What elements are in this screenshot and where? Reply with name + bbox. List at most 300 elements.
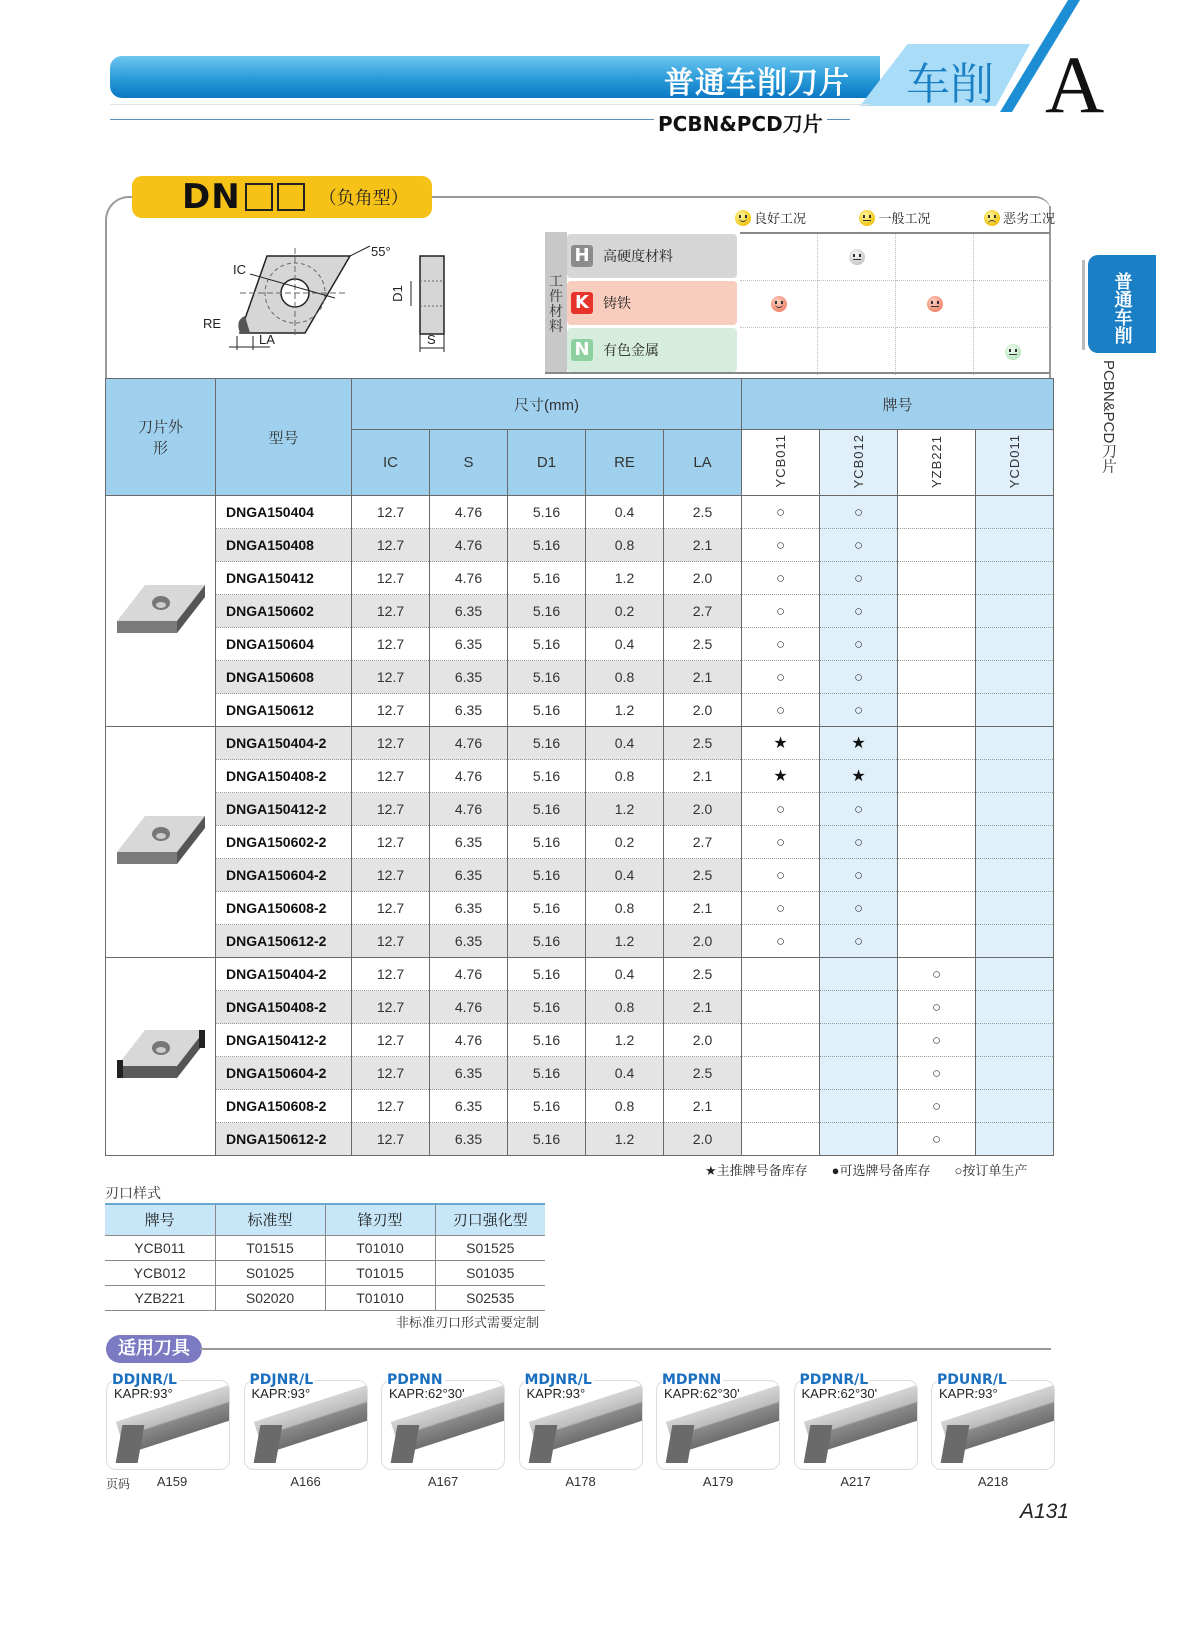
re-cell: 0.8 bbox=[586, 991, 664, 1024]
re-cell: 0.8 bbox=[586, 892, 664, 925]
tool-name: PDJNR/L bbox=[249, 1372, 314, 1388]
grade-availability-cell bbox=[820, 1024, 898, 1057]
table-cell: YCB012 bbox=[105, 1260, 215, 1285]
model-cell: DNGA150608-2 bbox=[216, 892, 352, 925]
grade-availability-cell bbox=[898, 1090, 976, 1123]
grade-availability-cell bbox=[976, 892, 1054, 925]
grade-availability-cell bbox=[820, 562, 898, 595]
grade-availability-cell bbox=[820, 595, 898, 628]
grade-availability-cell bbox=[976, 727, 1054, 760]
model-cell: DNGA150408 bbox=[216, 529, 352, 562]
legend-circle: ○按订单生产 bbox=[954, 1163, 1028, 1178]
table-cell: S02020 bbox=[215, 1285, 325, 1310]
circle-icon: ○ bbox=[853, 503, 864, 521]
grade-availability-cell bbox=[742, 1090, 820, 1123]
grade-availability-cell bbox=[742, 793, 820, 826]
d1-header: D1 bbox=[508, 430, 586, 496]
model-cell: DNGA150604 bbox=[216, 628, 352, 661]
circle-icon: ○ bbox=[775, 800, 786, 818]
model-cell: DNGA150408-2 bbox=[216, 991, 352, 1024]
la-cell: 2.5 bbox=[664, 727, 742, 760]
model-header: 型号 bbox=[216, 379, 352, 496]
tool-name: PDPNN bbox=[387, 1372, 443, 1388]
d1-cell: 5.16 bbox=[508, 925, 586, 958]
table-row bbox=[106, 496, 1054, 529]
table-row bbox=[106, 991, 1054, 1024]
grade-availability-cell bbox=[976, 529, 1054, 562]
smile-face-icon bbox=[771, 296, 787, 312]
tool-kapr: KAPR:93° bbox=[939, 1386, 998, 1401]
tool-kapr: KAPR:62°30' bbox=[664, 1386, 740, 1401]
grade-availability-cell bbox=[742, 826, 820, 859]
table-row bbox=[106, 661, 1054, 694]
table-row bbox=[106, 1123, 1054, 1156]
divider bbox=[200, 1348, 1051, 1350]
grade-availability-cell bbox=[820, 727, 898, 760]
d1-cell: 5.16 bbox=[508, 892, 586, 925]
dims-header: 尺寸(mm) bbox=[352, 379, 742, 430]
s-header: S bbox=[430, 430, 508, 496]
circle-icon: ○ bbox=[775, 503, 786, 521]
tool-page-link[interactable]: A167 bbox=[427, 1474, 459, 1489]
la-cell: 2.5 bbox=[664, 958, 742, 991]
circle-icon: ○ bbox=[853, 668, 864, 686]
table-row bbox=[106, 958, 1054, 991]
la-cell: 2.5 bbox=[664, 859, 742, 892]
table-row bbox=[106, 595, 1054, 628]
d1-cell: 5.16 bbox=[508, 793, 586, 826]
grade-availability-cell bbox=[820, 925, 898, 958]
table-cell: YCB011 bbox=[105, 1235, 215, 1260]
circle-icon: ○ bbox=[853, 899, 864, 917]
d1-cell: 5.16 bbox=[508, 1024, 586, 1057]
insert-type-badge bbox=[132, 176, 432, 218]
tool-page-link[interactable]: A159 bbox=[156, 1474, 188, 1489]
neutral-face-icon bbox=[1005, 344, 1021, 360]
tool-card-ddjnrl[interactable] bbox=[106, 1372, 230, 1470]
condition-bad bbox=[984, 208, 1055, 227]
circle-icon: ○ bbox=[775, 701, 786, 719]
insert-diagram bbox=[195, 238, 475, 358]
edge-style-table bbox=[105, 1203, 545, 1311]
grade-availability-cell bbox=[898, 793, 976, 826]
d1-cell: 5.16 bbox=[508, 1123, 586, 1156]
model-cell: DNGA150602 bbox=[216, 595, 352, 628]
stock-legend bbox=[705, 1160, 1027, 1179]
d1-cell: 5.16 bbox=[508, 529, 586, 562]
s-cell: 6.35 bbox=[430, 694, 508, 727]
circle-icon: ○ bbox=[931, 1031, 942, 1049]
tool-card-mdjnrl[interactable] bbox=[519, 1372, 643, 1470]
grade-availability-cell bbox=[898, 1024, 976, 1057]
grade-availability-cell bbox=[898, 562, 976, 595]
ic-cell: 12.7 bbox=[352, 958, 430, 991]
s-cell: 4.76 bbox=[430, 958, 508, 991]
grade-availability-cell bbox=[742, 892, 820, 925]
d1-cell: 5.16 bbox=[508, 1057, 586, 1090]
ic-cell: 12.7 bbox=[352, 1123, 430, 1156]
placeholder-box bbox=[277, 183, 305, 211]
ic-cell: 12.7 bbox=[352, 859, 430, 892]
grade-availability-cell bbox=[898, 1123, 976, 1156]
re-cell: 1.2 bbox=[586, 694, 664, 727]
neutral-face-icon bbox=[927, 296, 943, 312]
grade-availability-cell bbox=[820, 1090, 898, 1123]
la-cell: 2.5 bbox=[664, 628, 742, 661]
circle-icon: ○ bbox=[931, 998, 942, 1016]
table-row bbox=[106, 1057, 1054, 1090]
grade-availability-cell bbox=[820, 1057, 898, 1090]
circle-icon: ○ bbox=[853, 569, 864, 587]
grade-availability-cell bbox=[976, 628, 1054, 661]
s-cell: 4.76 bbox=[430, 496, 508, 529]
d1-cell: 5.16 bbox=[508, 628, 586, 661]
table-cell: S02535 bbox=[435, 1285, 545, 1310]
s-cell: 6.35 bbox=[430, 1057, 508, 1090]
edge-header: 牌号 bbox=[105, 1204, 215, 1235]
condition-label: 一般工况 bbox=[878, 211, 931, 226]
circle-icon: ○ bbox=[853, 866, 864, 884]
ic-cell: 12.7 bbox=[352, 892, 430, 925]
edge-header: 刃口强化型 bbox=[435, 1204, 545, 1235]
category-label: 车削 bbox=[906, 59, 994, 110]
re-cell: 0.4 bbox=[586, 958, 664, 991]
material-name: 高硬度材料 bbox=[603, 248, 673, 264]
divider bbox=[545, 372, 1050, 374]
ic-cell: 12.7 bbox=[352, 496, 430, 529]
tool-kapr: KAPR:93° bbox=[526, 1386, 586, 1401]
grade-availability-cell bbox=[742, 760, 820, 793]
circle-icon: ○ bbox=[775, 602, 786, 620]
re-cell: 1.2 bbox=[586, 925, 664, 958]
d1-cell: 5.16 bbox=[508, 595, 586, 628]
grade-availability-cell bbox=[820, 826, 898, 859]
grade-availability-cell bbox=[898, 694, 976, 727]
grade-availability-cell bbox=[820, 760, 898, 793]
grade-availability-cell bbox=[820, 991, 898, 1024]
re-cell: 0.8 bbox=[586, 529, 664, 562]
re-cell: 1.2 bbox=[586, 793, 664, 826]
model-cell: DNGA150612-2 bbox=[216, 925, 352, 958]
circle-icon: ○ bbox=[931, 1064, 942, 1082]
grade-availability-cell bbox=[820, 694, 898, 727]
grade-availability-cell bbox=[820, 859, 898, 892]
la-cell: 2.0 bbox=[664, 694, 742, 727]
insert-code: DN bbox=[182, 177, 241, 217]
grade-availability-cell bbox=[976, 562, 1054, 595]
model-cell: DNGA150612 bbox=[216, 694, 352, 727]
la-cell: 2.7 bbox=[664, 595, 742, 628]
page-title: 普通车削刀片 bbox=[664, 66, 850, 101]
la-cell: 2.1 bbox=[664, 892, 742, 925]
tool-card-pdjnrl[interactable] bbox=[244, 1372, 368, 1470]
grade-availability-cell bbox=[898, 826, 976, 859]
s-cell: 6.35 bbox=[430, 892, 508, 925]
d1-cell: 5.16 bbox=[508, 694, 586, 727]
ic-cell: 12.7 bbox=[352, 826, 430, 859]
material-name: 有色金属 bbox=[603, 342, 659, 358]
ic-cell: 12.7 bbox=[352, 1090, 430, 1123]
section-letter: A bbox=[1045, 39, 1105, 130]
circle-icon: ○ bbox=[775, 833, 786, 851]
grade-availability-cell bbox=[898, 661, 976, 694]
side-tab[interactable]: 普通车削 bbox=[1088, 255, 1156, 353]
condition-legend bbox=[735, 208, 1055, 227]
s-cell: 4.76 bbox=[430, 529, 508, 562]
s-cell: 6.35 bbox=[430, 628, 508, 661]
grade-availability-cell bbox=[898, 892, 976, 925]
ic-cell: 12.7 bbox=[352, 991, 430, 1024]
tool-kapr: KAPR:62°30' bbox=[801, 1386, 878, 1401]
tool-page-link[interactable]: A178 bbox=[565, 1474, 596, 1489]
neutral-face-icon bbox=[859, 210, 875, 226]
model-cell: DNGA150412-2 bbox=[216, 1024, 352, 1057]
grade-availability-cell bbox=[976, 826, 1054, 859]
table-row bbox=[106, 793, 1054, 826]
s-cell: 6.35 bbox=[430, 826, 508, 859]
ic-cell: 12.7 bbox=[352, 1057, 430, 1090]
d1-cell: 5.16 bbox=[508, 661, 586, 694]
table-cell: S01035 bbox=[435, 1260, 545, 1285]
ic-cell: 12.7 bbox=[352, 661, 430, 694]
la-cell: 2.0 bbox=[664, 1123, 742, 1156]
material-rating-grid bbox=[740, 232, 1050, 372]
grade-availability-cell bbox=[898, 760, 976, 793]
table-row bbox=[106, 859, 1054, 892]
model-cell: DNGA150412 bbox=[216, 562, 352, 595]
grade-availability-cell bbox=[820, 1123, 898, 1156]
grade-availability-cell bbox=[742, 925, 820, 958]
la-cell: 2.7 bbox=[664, 826, 742, 859]
model-cell: DNGA150404 bbox=[216, 496, 352, 529]
grade-availability-cell bbox=[742, 694, 820, 727]
la-cell: 2.0 bbox=[664, 925, 742, 958]
la-cell: 2.0 bbox=[664, 793, 742, 826]
grade-availability-cell bbox=[742, 1024, 820, 1057]
model-cell: DNGA150604-2 bbox=[216, 1057, 352, 1090]
table-cell: S01025 bbox=[215, 1260, 325, 1285]
la-cell: 2.1 bbox=[664, 529, 742, 562]
grade-availability-cell bbox=[976, 1090, 1054, 1123]
condition-normal bbox=[859, 208, 930, 227]
tool-page-link[interactable]: A166 bbox=[290, 1474, 321, 1489]
tool-name: PDPNR/L bbox=[799, 1372, 869, 1388]
circle-icon: ○ bbox=[853, 536, 864, 554]
la-cell: 2.1 bbox=[664, 661, 742, 694]
grade-availability-cell bbox=[742, 727, 820, 760]
model-cell: DNGA150602-2 bbox=[216, 826, 352, 859]
s-cell: 6.35 bbox=[430, 595, 508, 628]
s-cell: 6.35 bbox=[430, 925, 508, 958]
angle-label: 55° bbox=[371, 244, 391, 259]
tool-name: PDUNR/L bbox=[937, 1372, 1007, 1388]
grade-availability-cell bbox=[742, 628, 820, 661]
table-cell: T01015 bbox=[325, 1260, 435, 1285]
tool-kapr: KAPR:62°30' bbox=[389, 1386, 465, 1401]
grade-header-ycd011: YCD011 bbox=[976, 430, 1054, 496]
star-icon: ★ bbox=[851, 768, 866, 785]
table-row bbox=[106, 760, 1054, 793]
condition-label: 恶劣工况 bbox=[1002, 211, 1055, 226]
tool-page-link[interactable]: A217 bbox=[840, 1474, 871, 1489]
grade-availability-cell bbox=[742, 859, 820, 892]
grade-header-yzb221: YZB221 bbox=[898, 430, 976, 496]
grade-availability-cell bbox=[742, 529, 820, 562]
grade-availability-cell bbox=[898, 496, 976, 529]
tool-page-link[interactable]: A218 bbox=[977, 1474, 1009, 1489]
shape-header: 刀片外形 bbox=[106, 379, 216, 496]
ic-cell: 12.7 bbox=[352, 760, 430, 793]
table-row bbox=[106, 826, 1054, 859]
circle-icon: ○ bbox=[775, 635, 786, 653]
grade-availability-cell bbox=[820, 958, 898, 991]
d1-cell: 5.16 bbox=[508, 991, 586, 1024]
edge-style-note: 非标准刃口形式需要定制 bbox=[396, 1315, 540, 1330]
la-cell: 2.0 bbox=[664, 1024, 742, 1057]
grade-availability-cell bbox=[742, 496, 820, 529]
grade-availability-cell bbox=[898, 991, 976, 1024]
d1-cell: 5.16 bbox=[508, 958, 586, 991]
d1-cell: 5.16 bbox=[508, 826, 586, 859]
grade-availability-cell bbox=[976, 1057, 1054, 1090]
circle-icon: ○ bbox=[931, 1130, 942, 1148]
circle-icon: ○ bbox=[853, 833, 864, 851]
grade-availability-cell bbox=[976, 1123, 1054, 1156]
ic-cell: 12.7 bbox=[352, 529, 430, 562]
grade-availability-cell bbox=[820, 628, 898, 661]
grade-availability-cell bbox=[898, 595, 976, 628]
la-cell: 2.5 bbox=[664, 496, 742, 529]
grades-header: 牌号 bbox=[742, 379, 1054, 430]
model-cell: DNGA150604-2 bbox=[216, 859, 352, 892]
tool-card-pdunrl[interactable] bbox=[931, 1372, 1055, 1470]
insert-full-edge-icon bbox=[106, 958, 216, 1156]
la-cell: 2.1 bbox=[664, 991, 742, 1024]
re-header: RE bbox=[586, 430, 664, 496]
circle-icon: ○ bbox=[853, 800, 864, 818]
la-cell: 2.5 bbox=[664, 1057, 742, 1090]
model-cell: DNGA150608 bbox=[216, 661, 352, 694]
ic-cell: 12.7 bbox=[352, 793, 430, 826]
material-h bbox=[567, 234, 737, 278]
table-row bbox=[106, 892, 1054, 925]
ic-cell: 12.7 bbox=[352, 694, 430, 727]
re-cell: 0.8 bbox=[586, 661, 664, 694]
tool-card-pdpnn[interactable] bbox=[381, 1372, 505, 1470]
grade-availability-cell bbox=[976, 694, 1054, 727]
h-letter-icon: H bbox=[571, 245, 593, 267]
grade-availability-cell bbox=[898, 1057, 976, 1090]
table-cell: S01525 bbox=[435, 1235, 545, 1260]
table-row bbox=[106, 727, 1054, 760]
grade-availability-cell bbox=[976, 958, 1054, 991]
grade-availability-cell bbox=[976, 661, 1054, 694]
re-cell: 0.4 bbox=[586, 727, 664, 760]
table-row bbox=[106, 694, 1054, 727]
s-cell: 4.76 bbox=[430, 727, 508, 760]
ic-cell: 12.7 bbox=[352, 727, 430, 760]
circle-icon: ○ bbox=[853, 635, 864, 653]
edge-style-title: 刃口样式 bbox=[105, 1185, 161, 1201]
insert-two-tip-icon bbox=[106, 727, 216, 958]
la-cell: 2.1 bbox=[664, 1090, 742, 1123]
d1-label: D1 bbox=[389, 285, 405, 302]
la-label: LA bbox=[259, 332, 275, 347]
placeholder-box bbox=[245, 183, 273, 211]
table-row bbox=[106, 529, 1054, 562]
table-row bbox=[105, 1260, 545, 1285]
star-icon: ★ bbox=[773, 768, 788, 785]
grade-availability-cell bbox=[742, 958, 820, 991]
circle-icon: ○ bbox=[931, 1097, 942, 1115]
ic-cell: 12.7 bbox=[352, 925, 430, 958]
legend-star: ★主推牌号备库存 bbox=[705, 1163, 808, 1178]
grade-availability-cell bbox=[820, 661, 898, 694]
table-row bbox=[106, 562, 1054, 595]
re-cell: 0.2 bbox=[586, 595, 664, 628]
tool-name: MDPNN bbox=[662, 1372, 722, 1388]
side-tab-bar bbox=[1082, 260, 1085, 350]
grade-availability-cell bbox=[742, 991, 820, 1024]
tool-name: DDJNR/L bbox=[112, 1372, 177, 1388]
table-cell: YZB221 bbox=[105, 1285, 215, 1310]
table-row bbox=[106, 1024, 1054, 1057]
material-side-label: 工件材料 bbox=[545, 232, 567, 372]
grade-availability-cell bbox=[898, 859, 976, 892]
tools-section-title: 适用刀具 bbox=[106, 1335, 202, 1363]
d1-cell: 5.16 bbox=[508, 760, 586, 793]
ic-header: IC bbox=[352, 430, 430, 496]
tool-card-pdpnrl[interactable] bbox=[794, 1372, 918, 1470]
tool-card-mdpnn[interactable] bbox=[656, 1372, 780, 1470]
grade-availability-cell bbox=[976, 793, 1054, 826]
ic-label: IC bbox=[233, 262, 246, 277]
re-cell: 0.4 bbox=[586, 496, 664, 529]
grade-availability-cell bbox=[976, 991, 1054, 1024]
circle-icon: ○ bbox=[853, 932, 864, 950]
grade-availability-cell bbox=[898, 529, 976, 562]
edge-header: 锋刃型 bbox=[325, 1204, 435, 1235]
re-cell: 0.4 bbox=[586, 628, 664, 661]
circle-icon: ○ bbox=[775, 932, 786, 950]
model-cell: DNGA150408-2 bbox=[216, 760, 352, 793]
s-cell: 6.35 bbox=[430, 859, 508, 892]
grade-availability-cell bbox=[976, 760, 1054, 793]
grade-availability-cell bbox=[898, 727, 976, 760]
grade-availability-cell bbox=[820, 892, 898, 925]
d1-cell: 5.16 bbox=[508, 562, 586, 595]
grade-availability-cell bbox=[898, 628, 976, 661]
s-cell: 6.35 bbox=[430, 1123, 508, 1156]
table-row bbox=[105, 1285, 545, 1310]
circle-icon: ○ bbox=[775, 536, 786, 554]
grade-availability-cell bbox=[976, 595, 1054, 628]
side-tab-sublabel: PCBN&PCD刀片 bbox=[1100, 360, 1117, 474]
table-row bbox=[106, 628, 1054, 661]
k-letter-icon: K bbox=[571, 292, 593, 314]
model-cell: DNGA150404-2 bbox=[216, 727, 352, 760]
grade-availability-cell bbox=[976, 859, 1054, 892]
model-cell: DNGA150612-2 bbox=[216, 1123, 352, 1156]
grade-availability-cell bbox=[820, 529, 898, 562]
grade-availability-cell bbox=[742, 595, 820, 628]
ic-cell: 12.7 bbox=[352, 628, 430, 661]
insert-variant: （负角型） bbox=[318, 188, 409, 208]
grade-availability-cell bbox=[976, 496, 1054, 529]
tool-page-link[interactable]: A179 bbox=[702, 1474, 734, 1489]
circle-icon: ○ bbox=[775, 866, 786, 884]
s-cell: 4.76 bbox=[430, 562, 508, 595]
